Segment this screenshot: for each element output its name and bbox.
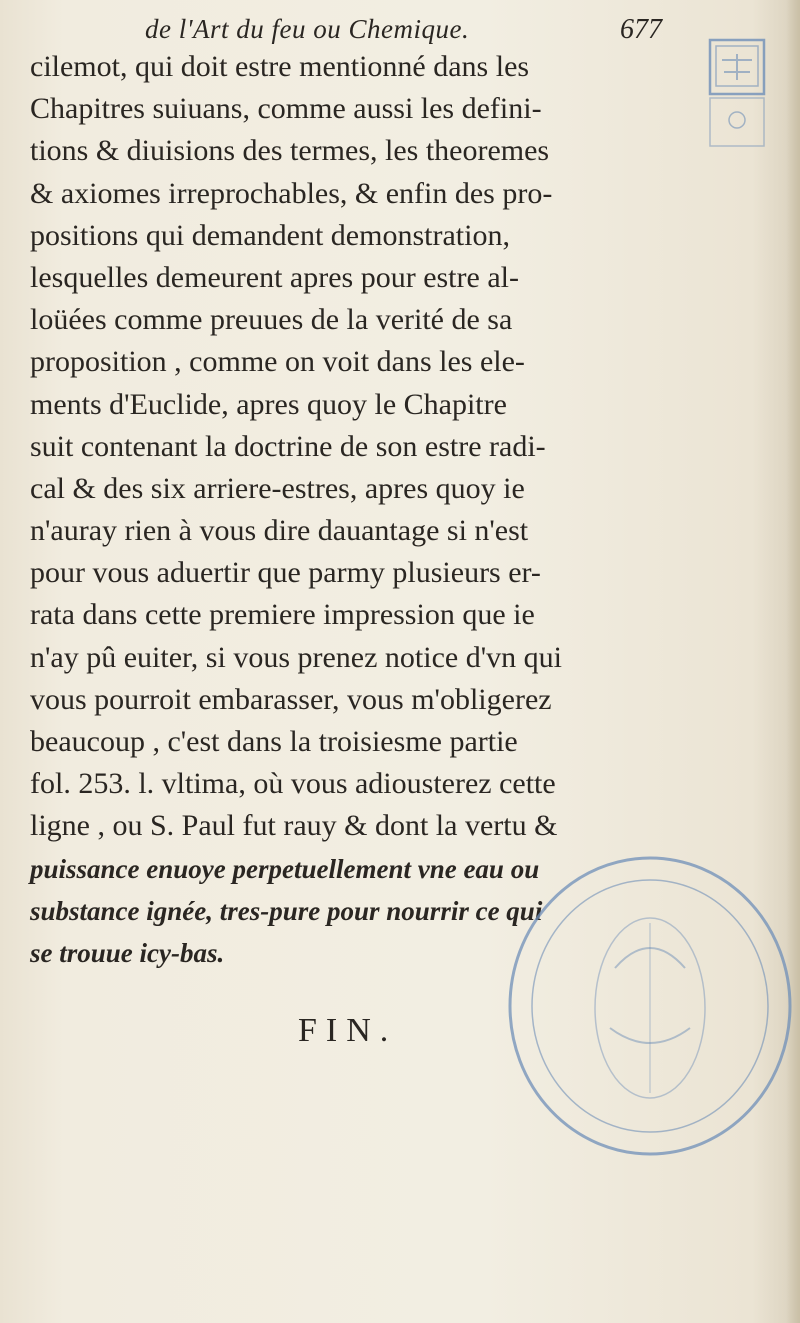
running-header: [145, 14, 705, 50]
text-line: lesquelles demeurent apres pour estre al-: [30, 260, 519, 294]
college-pharmacie-seal: [495, 848, 800, 1168]
text-line: suit contenant la doctrine de son estre radi-: [30, 429, 546, 463]
library-stamp-square: [706, 38, 768, 150]
text-line-italic: se trouue icy-bas.: [30, 937, 225, 968]
text-line: ligne , ou S. Paul fut rauy & dont la vertu &: [30, 809, 558, 843]
text-line: proposition , comme on voit dans les ele-: [30, 345, 525, 379]
text-line: rata dans cette premiere impression que ie: [30, 598, 535, 632]
text-line-italic: substance ignée, tres-pure pour nourrir ce qui: [30, 895, 543, 926]
text-line: vous pourroit embarasser, vous m'obligerez: [30, 682, 552, 716]
text-line: ments d'Euclide, apres quoy le Chapitre: [30, 387, 507, 421]
text-line: n'ay pû euiter, si vous prenez notice d'vn qui: [30, 640, 562, 674]
text-line: cilemot, qui doit estre mentionné dans les: [30, 50, 530, 83]
running-title: de l'Art du feu ou Chemique.: [145, 14, 470, 44]
body-text: [30, 46, 695, 974]
text-line: fol. 253. l. vltima, où vous adiousterez cette: [30, 767, 556, 801]
text-line: positions qui demandent demonstration,: [30, 218, 510, 252]
text-line: tions & diuisions des termes, les theoremes: [30, 134, 550, 168]
text-line: n'auray rien à vous dire dauantage si n'est: [30, 514, 529, 548]
fin-text: FIN.: [298, 1012, 398, 1049]
page-number: 677: [620, 14, 662, 45]
text-line: pour vous aduertir que parmy plusieurs er-: [30, 556, 541, 590]
text-line: & axiomes irreprochables, & enfin des pro-: [30, 176, 553, 210]
text-line: beaucoup , c'est dans la troisiesme partie: [30, 725, 518, 758]
text-line: Chapitres suiuans, comme aussi les defini-: [30, 92, 542, 126]
text-line-italic: puissance enuoye perpetuellement vne eau ou: [30, 853, 540, 884]
text-line: loüées comme preuues de la verité de sa: [30, 303, 513, 337]
text-line: cal & des six arriere-estres, apres quoy ie: [30, 471, 525, 505]
